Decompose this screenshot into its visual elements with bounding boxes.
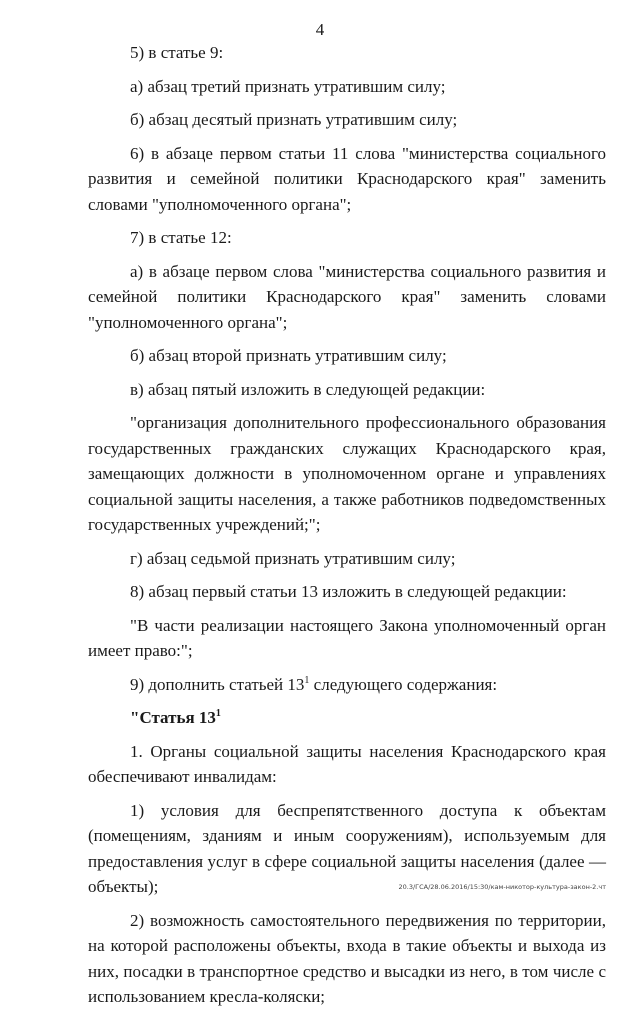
- addition-text-end: следующего содержания:: [309, 674, 498, 694]
- addition-text: 9) дополнить статьей 13: [130, 674, 305, 694]
- paragraph: 1. Органы социальной защиты населения Краснодарского края обеспечивают инвалидам:: [88, 741, 606, 786]
- paragraph: 7) в статье 12:: [130, 228, 232, 247]
- document-footer: 20.3/ГСА/28.06.2016/15:30/кам-никотор-культура-закон-2.чт: [398, 883, 606, 891]
- paragraph: 5) в статье 9:: [130, 43, 224, 62]
- paragraph: б) абзац десятый признать утратившим силу;: [130, 110, 458, 129]
- superscript: 1: [215, 708, 221, 719]
- paragraph: в) абзац пятый изложить в следующей редакции:: [130, 379, 486, 399]
- article-heading-text: "Статья 13: [130, 708, 216, 727]
- addition-paragraph: [88, 672, 606, 698]
- paragraph: 2) возможность самостоятельного передвижения по территории, на которой расположены объекты, входа в такие объекты и выхода из них, посадки в транспортное средство и высадки из него, в том числе с использованием кресла-коляски;: [88, 910, 606, 1006]
- superscript: 1: [304, 674, 310, 686]
- paragraph: б) абзац второй признать утратившим силу;: [130, 346, 447, 365]
- paragraph: г) абзац седьмой признать утратившим силу;: [130, 548, 456, 568]
- page-number: 4: [315, 20, 325, 39]
- paragraph: "В части реализации настоящего Закона уполномоченный орган имеет право:";: [88, 615, 606, 660]
- document-body: [88, 40, 606, 1010]
- paragraph: 8) абзац первый статьи 13 изложить в следующей редакции:: [130, 582, 567, 601]
- paragraph: а) в абзаце первом слова "министерства социального развития и семейной политики Краснодарского края" заменить словами "уполномоченного органа";: [88, 261, 606, 332]
- paragraph: 1) условия для беспрепятственного доступа к объектам (помещениям, зданиям и иным сооружениям), используемым для предоставления услуг в сфере социальной защиты населения (далее — объекты);: [88, 800, 606, 896]
- paragraph: а) абзац третий признать утратившим силу;: [130, 76, 446, 96]
- paragraph: "организация дополнительного профессионального образования государственных гражданских служащих Краснодарского края, замещающих должности в уполномоченном органе и управлениях социальной защиты населения, а также работников подведомственных государственных учреждений;";: [88, 413, 606, 534]
- article-heading: [88, 705, 606, 731]
- paragraph: 6) в абзаце первом статьи 11 слова "министерства социального развития и семейной политики Краснодарского края" заменить словами "уполномоченного органа";: [88, 143, 606, 214]
